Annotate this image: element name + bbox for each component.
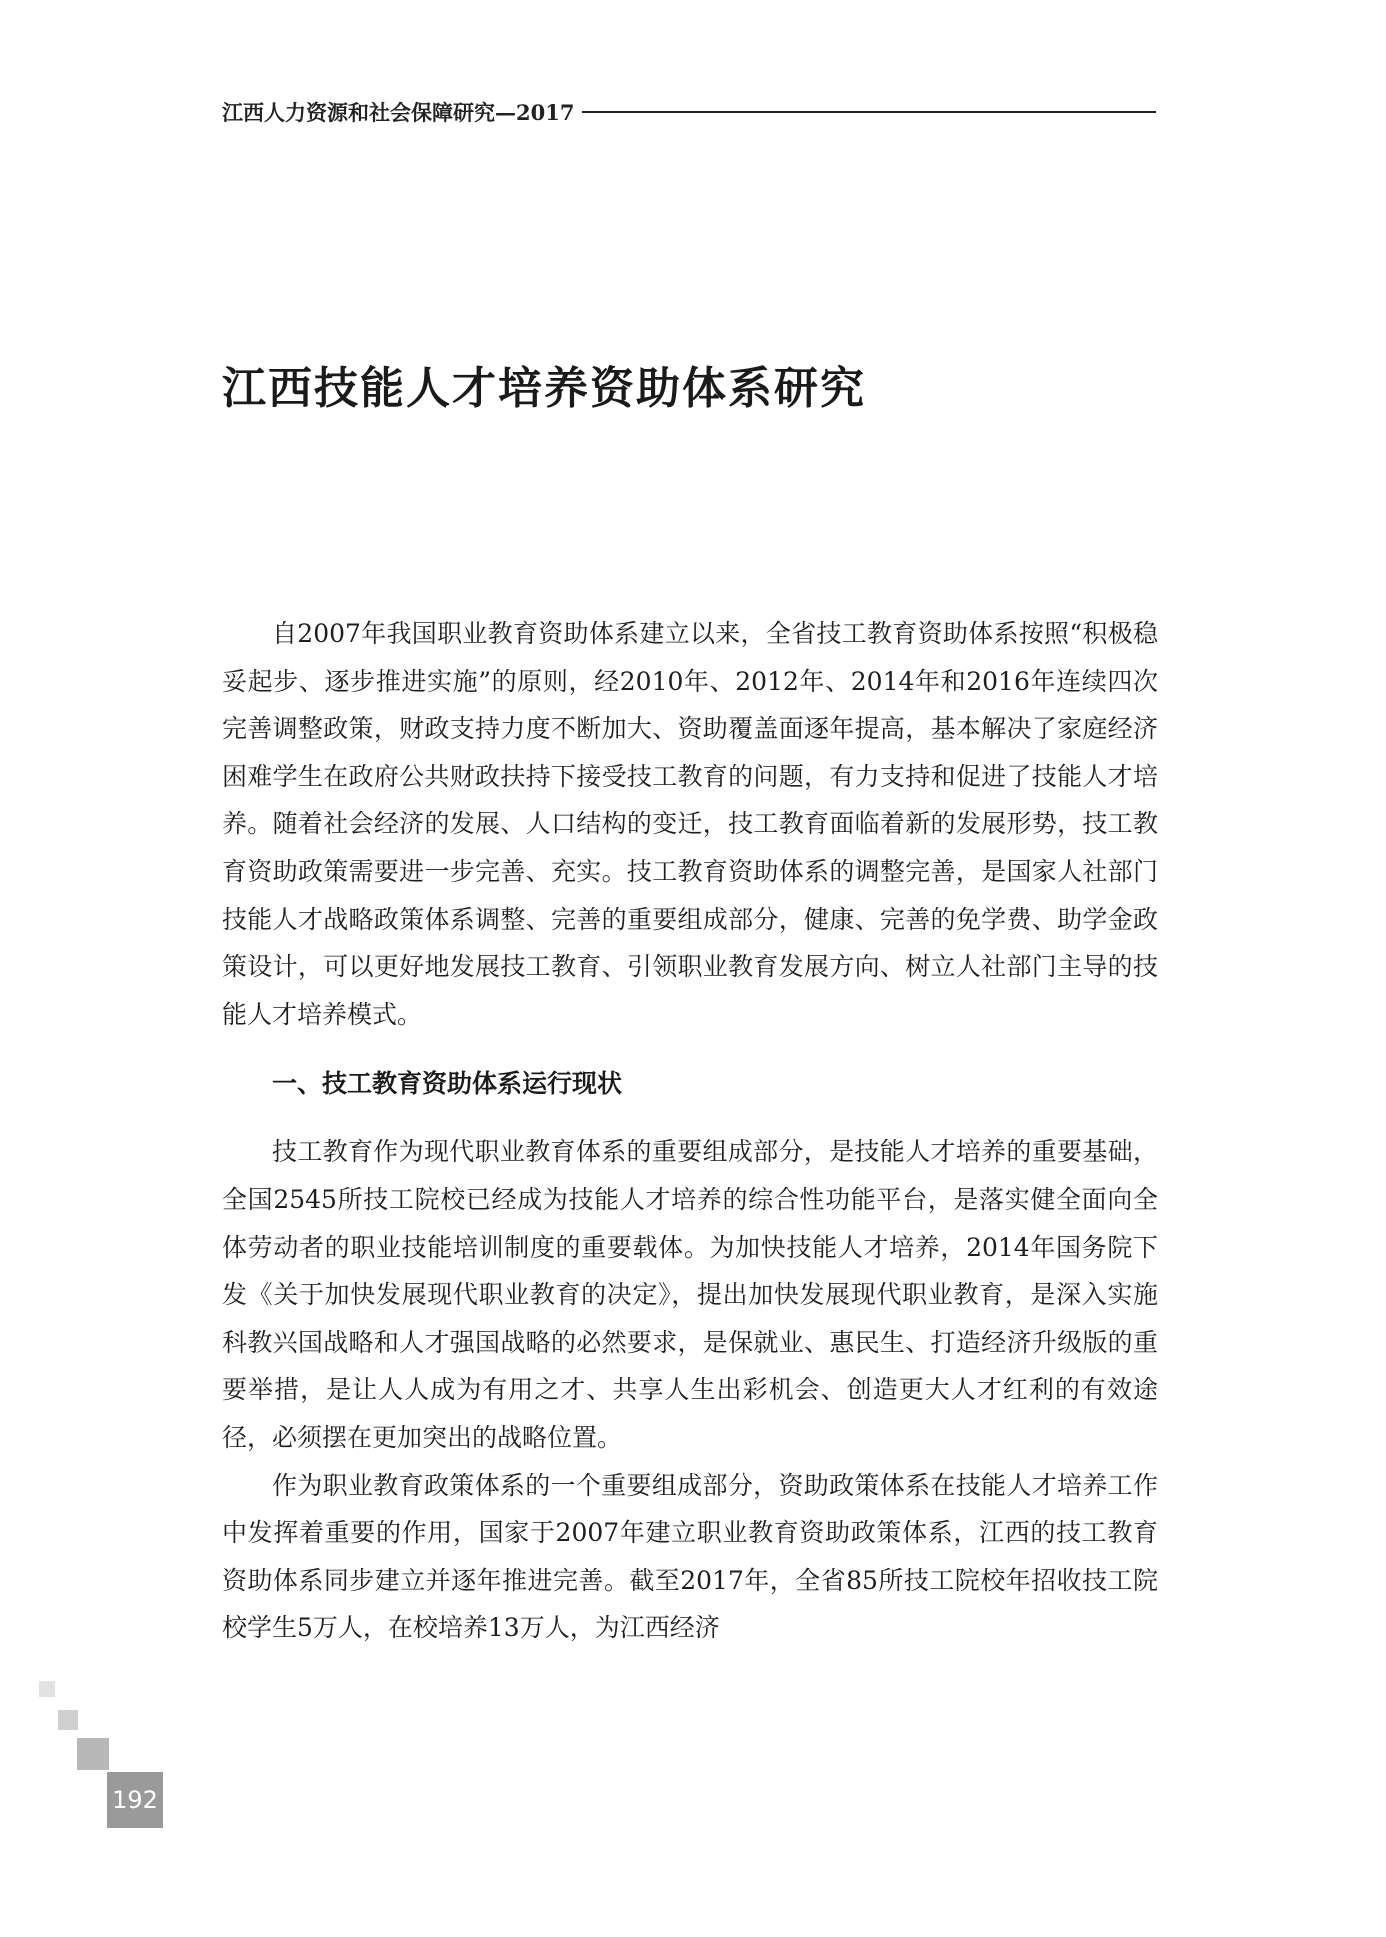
intro-paragraph: 自2007年我国职业教育资助体系建立以来，全省技工教育资助体系按照“积极稳妥起步、逐步推进实施”的原则，经2010年、2012年、2014年和2016年连续四次完善调整政策，财政支持力度不断加大、资助覆盖面逐年提高，基本解决了家庭经济困难学生在政府公共财政扶持下接受技工教育的问题，有力支持和促进了技能人才培养。随着社会经济的发展、人口结构的变迁，技工教育面临着新的发展形势，技工教育资助政策需要进一步完善、充实。技工教育资助体系的调整完善，是国家人社部门技能人才战略政策体系调整、完善的重要组成部分，健康、完善的免学费、助学金政策设计，可以更好地发展技工教育、引领职业教育发展方向、树立人社部门主导的技能人才培养模式。 [222, 619, 1158, 1029]
running-title: 江西人力资源和社会保障研究—2017 [222, 100, 575, 125]
section-heading: 一、技工教育资助体系运行现状 [272, 1069, 623, 1099]
decorative-square [77, 1738, 109, 1770]
section-paragraph: 作为职业教育政策体系的一个重要组成部分，资助政策体系在技能人才培养工作中发挥着重要的作用，国家于2007年建立职业教育资助政策体系，江西的技工教育资助体系同步建立并逐年推进完善。截至2017年，全省85所技工院校年招收技工院校学生5万人，在校培养13万人，为江西经济 [222, 1470, 1158, 1643]
article-title: 江西技能人才培养资助体系研究 [222, 363, 866, 414]
running-header [222, 97, 1156, 127]
section-paragraph: 技工教育作为现代职业教育体系的重要组成部分，是技能人才培养的重要基础，全国2545所技工院校已经成为技能人才培养的综合性功能平台，是落实健全面向全体劳动者的职业技能培训制度的重要载体。为加快技能人才培养，2014年国务院下发《关于加快发展现代职业教育的决定》，提出加快发展现代职业教育，是深入实施科教兴国战略和人才强国战略的必然要求，是保就业、惠民生、打造经济升级版的重要举措，是让人人成为有用之才、共享人生出彩机会、创造更大人才红利的有效途径，必须摆在更加突出的战略位置。 [222, 1137, 1158, 1452]
decorative-square [39, 1681, 55, 1697]
decorative-square [58, 1710, 78, 1730]
article-body [222, 610, 1158, 1652]
page-number: 192 [107, 1772, 163, 1828]
header-rule [582, 111, 1156, 113]
